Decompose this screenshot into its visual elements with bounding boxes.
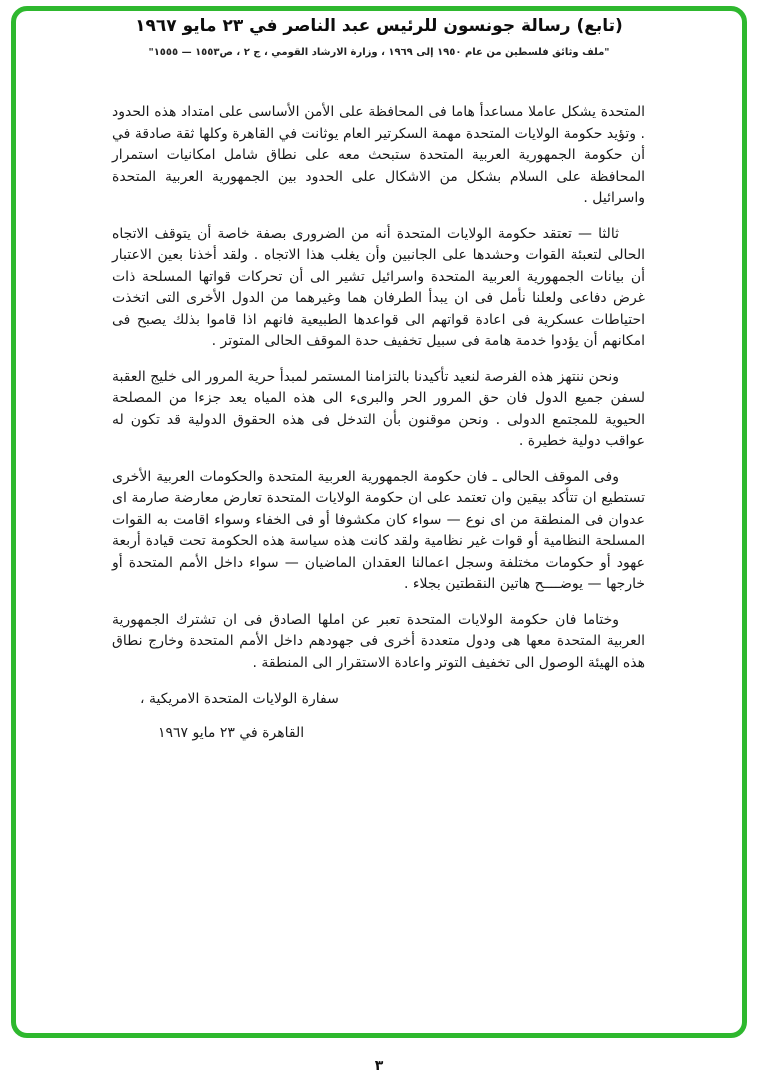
paragraph-3: ونحن ننتهز هذه الفرصة لنعيد تأكيدنا بالتزامنا المستمر لمبدأ حرية المرور الى خليج العقبة لسفن جميع الدول فان حق المرور الحر والبرىء الى هذه المياه يعد جزءا من المصلحة الحيوية للمجتمع الدولى . ونحن موقنون بأن التدخل فى هذه الحقوق الدولية قد تكون له عواقب دولية خطيرة .	[112, 368, 645, 449]
paragraph-4: وفى الموقف الحالى ـ فان حكومة الجمهورية العربية المتحدة والحكومات العربية الأخرى تستطيع ان تتأكد بيقين وان تعتمد على ان حكومة الولايات المتحدة تعارض معارضة صارمة اى عدوان فى المنطقة من اى نوع — سواء كان مكشوفا أو فى الخفاء وسواء اقامت به القوات المسلحة النظامية أو قوات غير نظامية ولقد كانت هذه سياسة هذه الحكومة تحت قيادة أربعة عهود أو حكومات مختلفة وسجل اعمالنا العقدان الماضيان — سواء داخل الأمم المتحدة أو خارجها — يوضــــح هاتين النقطتين بجلاء .	[112, 468, 645, 592]
signature-block	[112, 688, 645, 744]
paragraph-1: المتحدة يشكل عاملا مساعدأ هاما فى المحافظة على الأمن الأساسى على امتداد هذه الحدود . وتؤيد حكومة الولايات المتحدة مهمة السكرتير العام يوثانت في القاهرة وكلها ثقة صادقة في أن حكومة الجمهورية العربية المتحدة ستبحث معه على نطاق شامل امكانيات استمرار المحافظة على السلام بشكل من الاشكال على الحدود بين الجمهورية العربية المتحدة واسرائيل .	[112, 104, 645, 206]
document-title: (تابع) رسالة جونسون للرئيس عبد الناصر في ٢٣ مايو ١٩٦٧	[135, 16, 623, 36]
paragraph-5: وختاما فان حكومة الولايات المتحدة تعبر عن املها الصادق فى ان تشترك الجمهورية العربية المتحدة معها هى ودول متعددة أخرى فى جهودهم داخل الأمم المتحدة وخارج نطاق هذه الهيئة الوصول الى تخفيف التوتر واعادة الاستقرار الى المنطقة .	[112, 611, 645, 671]
document-body	[112, 102, 645, 744]
source-citation: "ملف وثائق فلسطين من عام ١٩٥٠ إلى ١٩٦٩ ، وزارة الارشاد القومي ، ج ٢ ، ص١٥٥٣ — ١٥٥٥"	[148, 47, 610, 58]
document-header	[0, 16, 758, 58]
signature-place-date: القاهرة في ٢٣ مايو ١٩٦٧	[158, 725, 305, 741]
paragraph-2: ثالثا — تعتقد حكومة الولايات المتحدة أنه من الضرورى بصفة خاصة أن يتوقف الاتجاه الحالى لتعبئة القوات وحشدها على الجانبين وأن يغلب هذا الاتجاه . ولقد أخذنا بعين الاعتبار أن بيانات الجمهورية العربية المتحدة واسرائيل تشير الى أن تحركات قواتها المسلحة ذات غرض دفاعى ولعلنا نأمل فى ان يبدأ الطرفان هما وغيرهما من الدول الأخرى التى اتخذت احتياطات عسكرية فى اعادة قواتهم الى قواعدها الطبيعية فانهم اذا قاموا بذلك يصبح فى امكانهم أن يؤدوا خدمة هامة فى سبيل تخفيف حدة الموقف الحالى المتوتر .	[112, 225, 645, 349]
signature-embassy: سفارة الولايات المتحدة الامريكية ،	[140, 691, 339, 707]
page-number: ٣	[374, 1058, 384, 1074]
